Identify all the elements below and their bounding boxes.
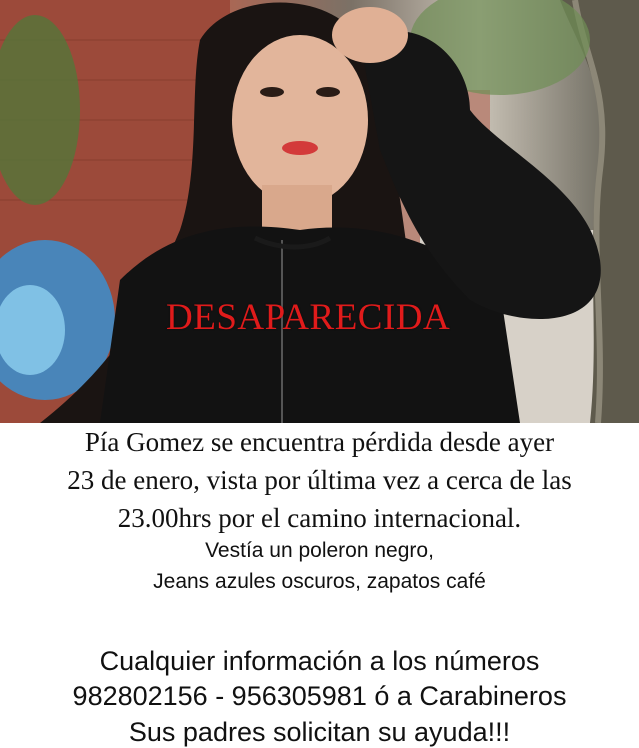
missing-banner: DESAPARECIDA: [166, 297, 451, 338]
notice-line-clothing-bottom: Jeans azules oscuros, zapatos café: [153, 570, 486, 593]
notice-line-clothing-top: Vestía un poleron negro,: [205, 539, 434, 562]
notice-line-time: 23.00hrs por el camino internacional.: [117, 503, 522, 533]
notice-line-plea: Sus padres solicitan su ayuda!!!: [128, 717, 511, 747]
notice-line-name: Pía Gomez se encuentra pérdida desde ayer: [84, 427, 555, 457]
notice-line-date: 23 de enero, vista por última vez a cerca de las: [67, 465, 572, 495]
notice-line-phone-numbers: 982802156 - 956305981 ó a Carabineros: [72, 681, 567, 711]
notice-line-contact-intro: Cualquier información a los números: [99, 646, 540, 676]
